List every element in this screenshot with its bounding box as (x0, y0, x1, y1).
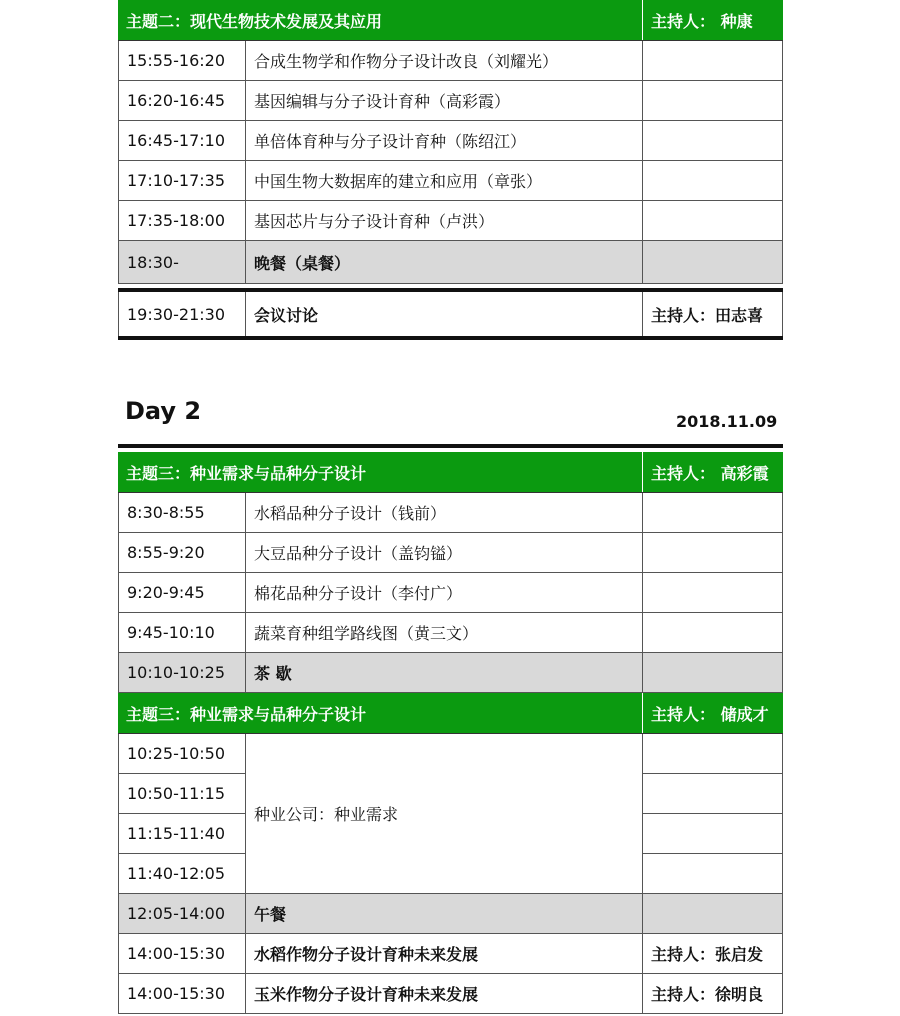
host-cell (643, 81, 783, 120)
title-cell: 玉米作物分子设计育种未来发展 (246, 974, 643, 1013)
discussion-row (118, 288, 783, 340)
title-cell: 合成生物学和作物分子设计改良（刘耀光） (246, 41, 643, 80)
title-cell: 基因芯片与分子设计育种（卢洪） (246, 201, 643, 240)
host-cell (643, 613, 783, 652)
time-cell: 8:55-9:20 (118, 533, 246, 572)
theme-header-row (118, 693, 783, 734)
tea-break-row (118, 653, 783, 693)
dinner-row (118, 241, 783, 284)
title-cell: 中国生物大数据库的建立和应用（章张） (246, 161, 643, 200)
time-cell: 17:35-18:00 (118, 201, 246, 240)
table-row (118, 734, 246, 774)
title-cell: 晚餐（桌餐） (246, 241, 643, 283)
host-cell (643, 161, 783, 200)
theme-host: 主持人： 种康 (651, 11, 753, 31)
table-row (118, 613, 783, 653)
theme-title: 主题二：现代生物技术发展及其应用 (118, 0, 643, 40)
schedule-table-day2 (118, 444, 783, 1014)
time-cell: 15:55-16:20 (118, 41, 246, 80)
time-cell: 16:45-17:10 (118, 121, 246, 160)
table-row (643, 814, 783, 854)
time-cell: 10:10-10:25 (118, 653, 246, 692)
theme-title: 主题三：种业需求与品种分子设计 (118, 452, 643, 492)
table-row (118, 573, 783, 613)
title-cell: 水稻作物分子设计育种未来发展 (246, 934, 643, 973)
time-cell: 16:20-16:45 (118, 81, 246, 120)
host-cell (643, 814, 783, 853)
title-cell: 水稻品种分子设计（钱前） (246, 493, 643, 532)
merged-times (118, 734, 246, 894)
table-row (643, 734, 783, 774)
time-cell: 9:20-9:45 (118, 573, 246, 612)
table-row (118, 533, 783, 573)
time-cell: 10:25-10:50 (118, 734, 246, 773)
theme-header-row (118, 452, 783, 493)
schedule-table-day1 (118, 0, 783, 340)
time-cell: 11:40-12:05 (118, 854, 246, 893)
day-title: Day 2 (125, 397, 202, 425)
host-cell (643, 533, 783, 572)
host-cell (643, 653, 783, 692)
merged-title-cell: 种业公司：种业需求 (246, 734, 643, 894)
host-cell (643, 121, 783, 160)
time-cell: 18:30- (118, 241, 246, 283)
lunch-row (118, 894, 783, 934)
time-cell: 11:15-11:40 (118, 814, 246, 853)
merged-hosts (643, 734, 783, 894)
host-cell (643, 854, 783, 893)
table-row (118, 121, 783, 161)
table-row (118, 814, 246, 854)
title-cell: 大豆品种分子设计（盖钧镒） (246, 533, 643, 572)
table-row (118, 81, 783, 121)
table-row (118, 854, 246, 894)
table-row (118, 974, 783, 1014)
time-cell: 17:10-17:35 (118, 161, 246, 200)
theme-header-row (118, 0, 783, 41)
host-cell (643, 241, 783, 283)
title-cell: 茶 歇 (246, 653, 643, 692)
table-row (118, 41, 783, 81)
theme-host: 主持人： 储成才 (651, 704, 769, 724)
host-cell: 主持人：田志喜 (643, 292, 783, 336)
table-row (118, 774, 246, 814)
theme-host: 主持人： 高彩霞 (651, 463, 769, 483)
theme-title: 主题三：种业需求与品种分子设计 (118, 693, 643, 733)
title-cell: 单倍体育种与分子设计育种（陈绍江） (246, 121, 643, 160)
host-cell: 主持人：徐明良 (643, 974, 783, 1013)
host-cell (643, 894, 783, 933)
time-cell: 14:00-15:30 (118, 934, 246, 973)
table-row (118, 934, 783, 974)
table-row (118, 493, 783, 533)
title-cell: 会议讨论 (246, 292, 643, 336)
time-cell: 10:50-11:15 (118, 774, 246, 813)
time-cell: 12:05-14:00 (118, 894, 246, 933)
time-cell: 14:00-15:30 (118, 974, 246, 1013)
host-cell (643, 774, 783, 813)
merged-session-block (118, 734, 783, 894)
title-cell: 基因编辑与分子设计育种（高彩霞） (246, 81, 643, 120)
title-cell: 蔬菜育种组学路线图（黄三文） (246, 613, 643, 652)
time-cell: 8:30-8:55 (118, 493, 246, 532)
table-row (118, 201, 783, 241)
host-cell (643, 573, 783, 612)
title-cell: 午餐 (246, 894, 643, 933)
host-cell (643, 493, 783, 532)
host-cell (643, 201, 783, 240)
host-cell (643, 734, 783, 773)
host-cell (643, 41, 783, 80)
table-row (643, 774, 783, 814)
table-row (643, 854, 783, 894)
day-date: 2018.11.09 (676, 412, 778, 431)
time-cell: 19:30-21:30 (118, 292, 246, 336)
host-cell: 主持人：张启发 (643, 934, 783, 973)
time-cell: 9:45-10:10 (118, 613, 246, 652)
title-cell: 棉花品种分子设计（李付广） (246, 573, 643, 612)
table-row (118, 161, 783, 201)
